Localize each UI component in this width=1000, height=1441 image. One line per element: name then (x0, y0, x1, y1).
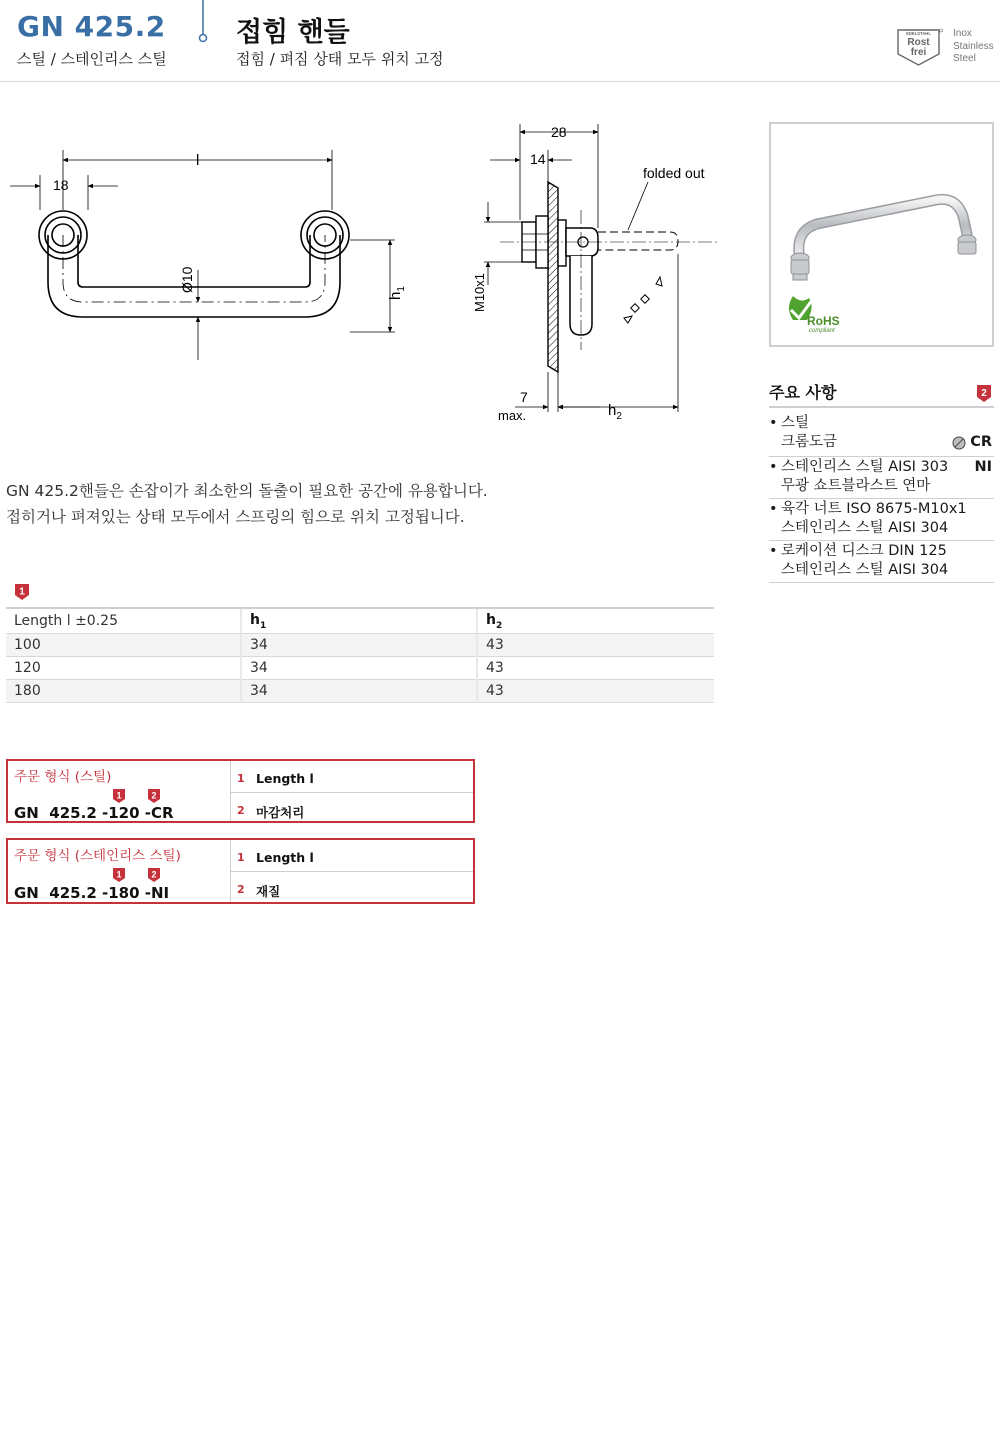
mounting-plate (548, 182, 558, 372)
dim-l-label: l (196, 152, 200, 169)
chrome-finish-icon (952, 436, 966, 450)
feature-rule (769, 456, 994, 457)
features-rule (769, 406, 994, 408)
dim-18-label: 18 (53, 177, 69, 193)
col-length: Length l ±0.25 (6, 608, 241, 634)
right-nut (958, 235, 976, 254)
col-h2-main: h (486, 611, 496, 628)
order-badge-2 (148, 789, 160, 803)
feature-line1: 스테인리스 스틸 AISI 303 (781, 459, 949, 475)
feature-code-ni: NI (974, 459, 992, 475)
cell-h1: 34 (241, 657, 477, 680)
order-badge-1-text: 1 (116, 869, 122, 880)
product-photo (769, 122, 994, 347)
order-badge-1-text: 1 (116, 790, 122, 801)
feature-rule (769, 498, 994, 499)
order-divider (230, 761, 231, 821)
order-title: 주문 형식 (스틸) (14, 769, 112, 785)
order-badge-1 (113, 868, 125, 882)
header-rule (0, 81, 1000, 82)
order-field-label: Length l (256, 850, 314, 865)
dimensions-table (6, 607, 714, 703)
steel-line: Steel (953, 53, 976, 64)
cell-h1: 34 (241, 680, 477, 703)
product-material: 스틸 / 스테인리스 스틸 (17, 50, 167, 68)
feature-line2: 무광 쇼트블라스트 연마 (781, 478, 931, 494)
order-divider (230, 871, 473, 872)
dim-h2-sub: 2 (616, 411, 622, 422)
product-subtitle: 접힘 / 펴짐 상태 모두 위치 고정 (236, 50, 444, 68)
bullet: • (769, 543, 778, 559)
product-title: 접힘 핸들 (236, 17, 350, 48)
table-badge-text: 1 (19, 586, 25, 598)
bullet: • (769, 501, 778, 517)
table-row (6, 634, 714, 657)
features-badge (977, 385, 991, 402)
dim-max-label: max. (498, 408, 527, 423)
cell-length: 120 (6, 657, 241, 680)
rohs-compliant-label: compliant (809, 328, 835, 334)
cell-h2: 43 (477, 657, 714, 680)
table-row (6, 680, 714, 703)
description-line2: 접히거나 펴져있는 상태 모두에서 스프링의 힘으로 위치 고정됩니다. (6, 508, 465, 526)
feature-line2: 크롬도금 (781, 434, 838, 450)
feature-line1: 육각 너트 ISO 8675-M10x1 (781, 501, 967, 517)
cell-h1: 34 (241, 634, 477, 657)
rohs-label: RoHS (807, 314, 840, 328)
stainless-line: Stainless (953, 40, 994, 52)
feature-line1: 스틸 (781, 415, 810, 431)
order-field-label: Length l (256, 771, 314, 786)
features-title: 주요 사항 (769, 383, 837, 402)
rostfrei-logo (897, 28, 943, 66)
cell-length: 100 (6, 634, 241, 657)
order-box-steel (6, 759, 475, 823)
header-divider (198, 0, 208, 46)
feature-code-cr: CR (970, 434, 992, 450)
order-code: GN 425.2 -120 -CR (14, 804, 174, 822)
dim-m10-label: M10x1 (472, 272, 487, 312)
inox-stainless-steel-text (953, 28, 994, 66)
bullet: • (769, 415, 778, 431)
logo-text-edelstahl: EDELSTAHL (906, 31, 931, 36)
rohs-icon (789, 296, 840, 334)
table-row (6, 657, 714, 680)
logo-text-rost: Rost (907, 37, 930, 48)
feature-rule (769, 582, 994, 583)
logo-text-frei: frei (910, 47, 927, 58)
order-divider (230, 792, 473, 793)
dim-h1-sub: 1 (396, 286, 407, 292)
cell-h2: 43 (477, 680, 714, 703)
description-line1: GN 425.2핸들은 손잡이가 최소한의 돌출이 필요한 공간에 유용합니다. (6, 482, 488, 500)
feature-rule (769, 540, 994, 541)
col-h2-sub: 2 (495, 620, 503, 631)
order-field-label: 마감처리 (256, 805, 305, 820)
handle-photo-illustration (771, 124, 992, 345)
dim-7-label: 7 (520, 389, 528, 405)
order-field-num: 1 (237, 851, 245, 864)
dim-28-label: 28 (551, 124, 567, 140)
order-code: GN 425.2 -180 -NI (14, 884, 170, 902)
order-title: 주문 형식 (스테인리스 스틸) (14, 848, 181, 864)
dim-h2-label (608, 402, 622, 422)
left-nut (791, 253, 809, 280)
side-view-drawing (460, 110, 740, 430)
rotation-arrow-icon (624, 277, 662, 323)
front-view-drawing (0, 110, 420, 370)
order-field-num: 2 (237, 804, 245, 817)
folded-out-label: folded out (643, 165, 705, 181)
order-badge-2-text: 2 (151, 869, 157, 880)
bullet: • (769, 459, 778, 475)
col-h1 (241, 608, 477, 634)
product-code: GN 425.2 (17, 10, 166, 43)
features-badge-text: 2 (981, 388, 987, 399)
order-field-num: 2 (237, 883, 245, 896)
dim-h2-main: h (608, 402, 617, 419)
cell-length: 180 (6, 680, 241, 703)
description (6, 478, 488, 530)
feature-line2: 스테인리스 스틸 AISI 304 (781, 562, 949, 578)
inox-line: Inox (953, 28, 972, 39)
order-box-stainless (6, 838, 475, 904)
order-badge-2-text: 2 (151, 790, 157, 801)
dim-d10-label: Ø10 (179, 266, 195, 293)
cell-h2: 43 (477, 634, 714, 657)
order-field-label: 재질 (256, 884, 281, 899)
order-field-num: 1 (237, 772, 245, 785)
col-h2 (477, 608, 714, 634)
dim-14-label: 14 (530, 151, 546, 167)
order-badge-2 (148, 868, 160, 882)
table-header-row (6, 608, 714, 634)
col-h1-main: h (250, 611, 260, 628)
order-badge-1 (113, 789, 125, 803)
feature-line1: 로케이션 디스크 DIN 125 (781, 543, 947, 559)
col-h1-sub: 1 (259, 620, 267, 631)
table-badge (15, 584, 29, 600)
dim-h1-main: h (387, 291, 404, 300)
feature-line2: 스테인리스 스틸 AISI 304 (781, 520, 949, 536)
